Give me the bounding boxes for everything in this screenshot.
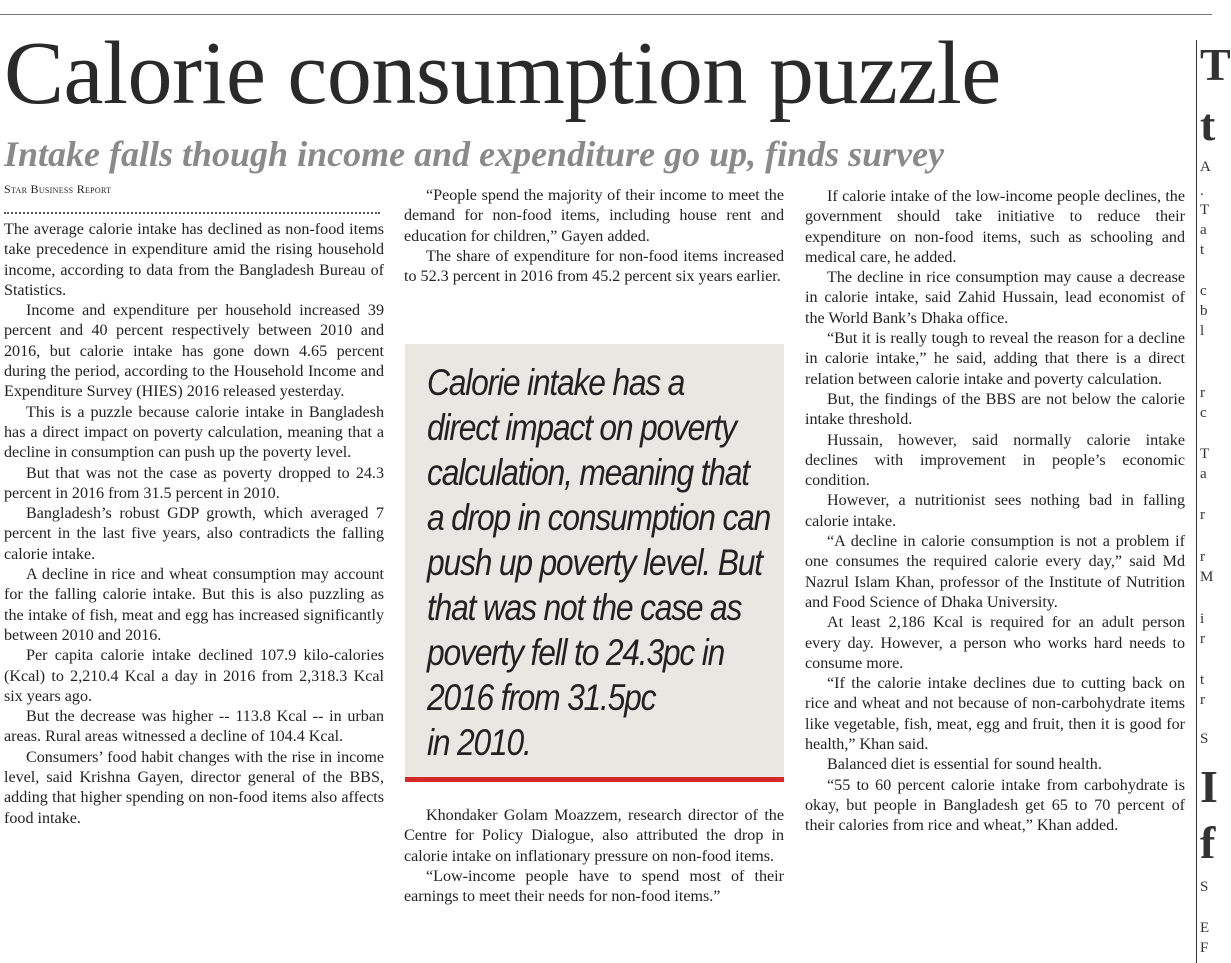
adjacent-text-fragment: l (1200, 323, 1205, 339)
pull-quote-line: in 2010. (427, 722, 531, 763)
adjacent-text-fragment: . (1200, 183, 1204, 199)
pull-quote-line: a drop in consumption can (427, 497, 771, 538)
adjacent-text-fragment: F (1200, 940, 1209, 956)
paragraph: But the decrease was higher -- 113.8 Kcal -- in urban areas. Rural areas witnessed a decline of 104.4 Kcal. (4, 708, 384, 746)
pull-quote-line: push up poverty level. But (427, 542, 762, 583)
paragraph: “55 to 60 percent calorie intake from carbohydrate is okay, but people in Bangladesh get 65 to 70 percent of their calories from rice and wheat,” Khan added. (805, 776, 1185, 835)
paragraph: A decline in rice and wheat consumption may account for the falling calorie intake. But this is also puzzling as the intake of fish, meat and egg has increased significantly between 2010 and 2016. (4, 566, 384, 644)
adjacent-text-fragment: I (1200, 761, 1218, 812)
adjacent-text-fragment: a (1200, 222, 1207, 238)
adjacent-text-fragment: T (1200, 202, 1210, 218)
article-column-2-bottom (404, 806, 784, 907)
adjacent-text-fragment: S (1200, 879, 1209, 895)
adjacent-text-fragment: r (1200, 549, 1205, 565)
paragraph: “A decline in calorie consumption is not a problem if one consumes the required calorie every day,” said Md Nazrul Islam Khan, professor of the Institute of Nutrition and Food Science of Dhaka University. (805, 533, 1185, 611)
paragraph: Hussain, however, said normally calorie intake declines with improvement in people’s economic condition. (805, 431, 1185, 490)
adjacent-text-fragment: T (1200, 446, 1210, 462)
paragraph: The average calorie intake has declined as non-food items take precedence in expenditure amid the rising household income, according to data from the Bangladesh Bureau of Statistics. (4, 221, 384, 299)
paragraph: However, a nutritionist sees nothing bad in falling calorie intake. (805, 492, 1185, 530)
adjacent-text-fragment: A (1200, 159, 1211, 175)
adjacent-text-fragment: r (1200, 385, 1205, 401)
subheadline: Intake falls though income and expenditure go up, finds survey (4, 134, 945, 174)
adjacent-text-fragment: t (1200, 99, 1216, 150)
pull-quote-accent-bar (405, 777, 784, 782)
paragraph: Per capita calorie intake declined 107.9 kilo-calories (Kcal) to 2,210.4 Kcal a day in 2016 from 2,318.3 Kcal six years ago. (4, 647, 384, 705)
pull-quote-line: calculation, meaning that (427, 452, 749, 493)
pull-quote-line: poverty fell to 24.3pc in (427, 632, 725, 673)
paragraph: This is a puzzle because calorie intake in Bangladesh has a direct impact on poverty calculation, meaning that a decline in consumption can push up the poverty level. (4, 403, 384, 462)
paragraph: If calorie intake of the low-income people declines, the government should take initiative to reduce their expenditure on non-food items, such as schooling and medical care, he added. (805, 188, 1185, 266)
byline: Star Business Report (4, 182, 112, 196)
adjacent-text-fragment: t (1200, 672, 1205, 688)
paragraph: “But it is really tough to reveal the reason for a decline in calorie intake,” he said, adding that there is a direct relation between calorie intake and poverty calculation. (805, 330, 1185, 388)
adjacent-text-fragment: r (1200, 631, 1205, 647)
byline-divider (4, 212, 380, 214)
pull-quote-line: that was not the case as (427, 587, 742, 628)
adjacent-text-fragment: r (1200, 692, 1205, 708)
adjacent-text-fragment: c (1200, 283, 1207, 299)
paragraph: Consumers’ food habit changes with the rise in income level, said Krishna Gayen, director general of the BBS, adding that higher spending on non-food items also affects food intake. (4, 748, 384, 827)
adjacent-text-fragment: r (1200, 507, 1205, 523)
paragraph: “People spend the majority of their income to meet the demand for non-food items, including house rent and education for children,” Gayen added. (404, 187, 784, 245)
column-separator-rule (1196, 40, 1197, 963)
article-column-1 (4, 220, 384, 829)
adjacent-text-fragment: i (1200, 611, 1205, 627)
adjacent-text-fragment: t (1200, 242, 1205, 258)
adjacent-text-fragment: a (1200, 466, 1207, 482)
pull-quote-line: direct impact on poverty (427, 407, 736, 448)
adjacent-text-fragment: S (1200, 731, 1209, 747)
adjacent-text-fragment: f (1200, 817, 1216, 868)
adjacent-text-fragment: b (1200, 303, 1208, 319)
adjacent-text-fragment: c (1200, 405, 1207, 421)
paragraph: “If the calorie intake declines due to cutting back on rice and wheat and not because of non-carbohydrate items like vegetable, fish, meat, egg and fruit, then it is good for health,” Khan said. (805, 675, 1185, 754)
paragraph: Bangladesh’s robust GDP growth, which averaged 7 percent in the last five years, also contradicts the falling calorie intake. (4, 505, 384, 563)
pull-quote-line: 2016 from 31.5pc (427, 677, 656, 718)
paragraph: But, the findings of the BBS are not below the calorie intake threshold. (805, 390, 1185, 429)
paragraph: The share of expenditure for non-food items increased to 52.3 percent in 2016 from 45.2 percent six years earlier. (404, 247, 784, 286)
article-column-3 (805, 187, 1185, 837)
article-column-2-top (404, 186, 784, 287)
paragraph: Khondaker Golam Moazzem, research director of the Centre for Policy Dialogue, also attributed the drop in calorie intake on inflationary pressure on non-food items. (404, 807, 784, 865)
adjacent-text-fragment: E (1200, 920, 1210, 936)
headline: Calorie consumption puzzle (4, 24, 1001, 123)
paragraph: Balanced diet is essential for sound health. (827, 756, 1102, 774)
top-rule (0, 14, 1212, 15)
paragraph: “Low-income people have to spend most of their earnings to meet their needs for non-food items.” (404, 867, 784, 906)
paragraph: But that was not the case as poverty dropped to 24.3 percent in 2016 from 31.5 percent in 2010. (4, 464, 384, 502)
paragraph: The decline in rice consumption may cause a decrease in calorie intake, said Zahid Hussain, lead economist of the World Bank’s Dhaka office. (805, 269, 1185, 327)
pull-quote-box (405, 344, 784, 778)
paragraph: At least 2,186 Kcal is required for an adult person every day. However, a person who works hard needs to consume more. (805, 614, 1185, 672)
adjacent-text-fragment: T (1200, 39, 1231, 90)
paragraph: Income and expenditure per household increased 39 percent and 40 percent respectively between 2010 and 2016, but calorie intake has gone down 4.65 percent during the period, according to the Household Income and Expenditure Survey (HIES) 2016 released yesterday. (4, 302, 384, 401)
pull-quote-line: Calorie intake has a (427, 362, 685, 403)
pull-quote-text (427, 360, 771, 765)
adjacent-text-fragment: M (1200, 569, 1214, 585)
